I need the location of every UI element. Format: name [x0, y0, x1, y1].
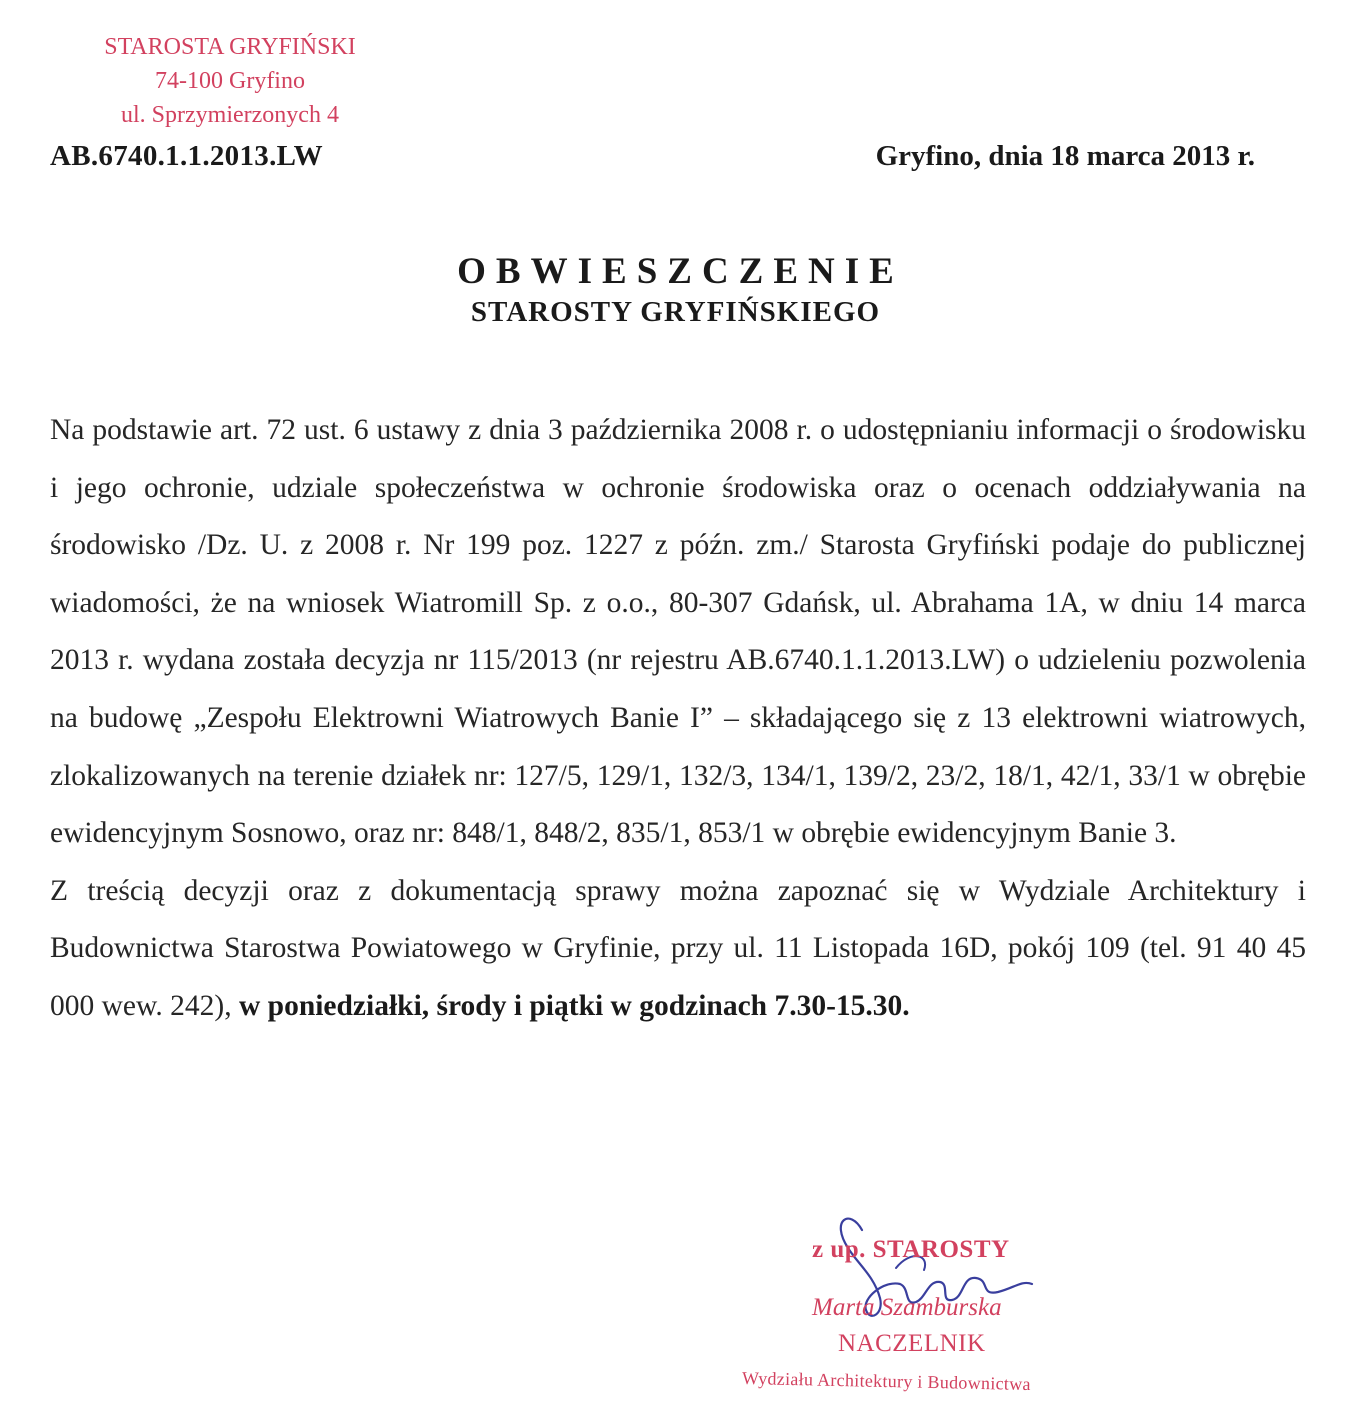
stamp-line-street: ul. Sprzymierzonych 4 — [121, 102, 339, 128]
reference-number: AB.6740.1.1.2013.LW — [50, 140, 323, 172]
document-body — [50, 402, 1306, 1036]
signatory-department: Wydziału Architektury i Budownictwa — [741, 1368, 1032, 1395]
body-paragraph-2 — [50, 863, 1306, 1036]
office-hours: w poniedziałki, środy i piątki w godzinach 7.30-15.30. — [238, 989, 910, 1022]
issuer-stamp — [60, 30, 400, 132]
document-subtitle: STAROSTY GRYFIŃSKIEGO — [470, 296, 881, 328]
document-title: OBWIESZCZENIE — [457, 251, 904, 292]
body-paragraph-1: Na podstawie art. 72 ust. 6 ustawy z dnia 3 października 2008 r. o udostępnianiu informacji o środowisku i jego ochronie, udziale społeczeństwa w ochronie środowiska oraz o ocenach oddziaływania na środowisko /Dz. U. z 2008 r. Nr 199 poz. 1227 z późn. zm./ Starosta Gryfiński podaje do publicznej wiadomości, że na wniosek Wiatromill Sp. z o.o., 80-307 Gdańsk, ul. Abrahama 1A, w dniu 14 marca 2013 r. wydana została decyzja nr 115/2013 (nr rejestru AB.6740.1.1.2013.LW) o udzieleniu pozwolenia na budowę „Zespołu Elektrowni Wiatrowych Banie I” – składającego się z 13 elektrowni wiatrowych, zlokalizowanych na terenie działek nr: 127/5, 129/1, 132/3, 134/1, 139/2, 23/2, 18/1, 42/1, 33/1 w obrębie ewidencyjnym Sosnowo, oraz nr: 848/1, 848/2, 835/1, 853/1 w obrębie ewidencyjnym Banie 3. — [50, 414, 1306, 850]
stamp-line-authority: STAROSTA GRYFIŃSKI — [104, 34, 356, 60]
document-date: Gryfino, dnia 18 marca 2013 r. — [875, 140, 1255, 172]
signatory-name: Marta Szamburska — [812, 1294, 1002, 1321]
body-paragraph-2-text: Z treścią decyzji oraz z dokumentacją sprawy można zapoznać się w Wydziale Architektury i Budownictwa Starostwa Powiatowego w Gryfinie, przy ul. 11 Listopada 16D, pokój 109 (tel. 91 40 45 000 wew. 242), — [50, 874, 1306, 1022]
signatory-title: NACZELNIK — [838, 1330, 986, 1357]
signature-on-behalf: z up. STAROSTY — [812, 1236, 1010, 1263]
stamp-line-postal: 74-100 Gryfino — [155, 68, 305, 94]
